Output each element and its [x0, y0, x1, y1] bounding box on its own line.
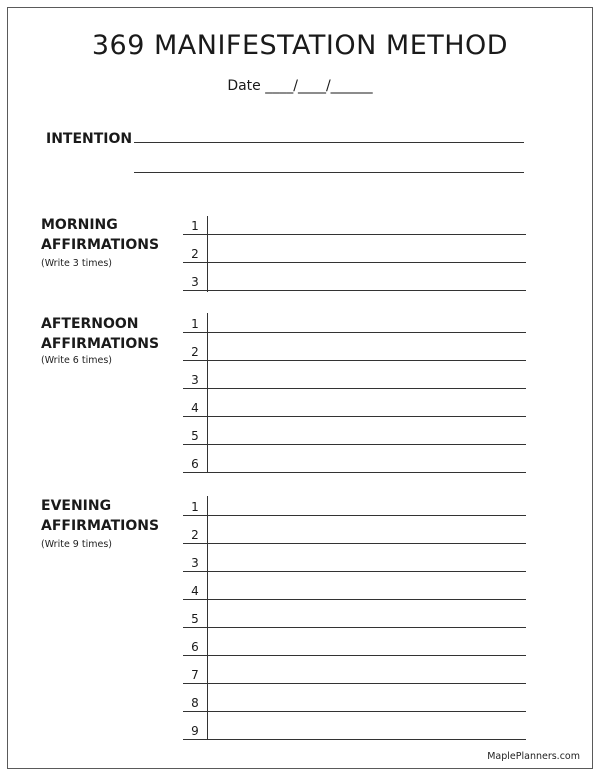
- footer-brand: MaplePlanners.com: [487, 751, 580, 762]
- write-line[interactable]: [183, 739, 526, 740]
- row-number: 1: [191, 500, 199, 514]
- evening-title: EVENING AFFIRMATIONS: [41, 498, 160, 534]
- row-number: 2: [191, 528, 199, 542]
- afternoon-title: AFTERNOON AFFIRMATIONS: [41, 316, 160, 352]
- write-line[interactable]: [183, 472, 526, 473]
- affirmation-row[interactable]: [183, 544, 526, 572]
- morning-title: MORNING AFFIRMATIONS: [41, 217, 160, 253]
- row-number: 7: [191, 668, 199, 682]
- affirmation-row[interactable]: [183, 235, 526, 263]
- page-title: 369 MANIFESTATION METHOD: [91, 30, 509, 61]
- row-number: 2: [191, 247, 199, 261]
- affirmation-row[interactable]: [183, 263, 526, 291]
- affirmation-row[interactable]: [183, 656, 526, 684]
- row-number: 1: [191, 219, 199, 233]
- affirmation-row[interactable]: [183, 684, 526, 712]
- affirmation-row[interactable]: [183, 572, 526, 600]
- worksheet-page: [7, 7, 593, 769]
- affirmation-row[interactable]: [183, 389, 526, 417]
- intention-label: INTENTION: [46, 131, 133, 147]
- affirmation-row[interactable]: [183, 600, 526, 628]
- intention-line-2[interactable]: [134, 172, 524, 173]
- intention-line-1[interactable]: [134, 142, 524, 143]
- affirmation-row[interactable]: [183, 488, 526, 516]
- afternoon-note: (Write 6 times): [41, 355, 112, 366]
- row-number: 6: [191, 457, 199, 471]
- affirmation-row[interactable]: [183, 445, 526, 473]
- evening-note: (Write 9 times): [41, 539, 112, 550]
- affirmation-row[interactable]: [183, 712, 526, 740]
- date-field[interactable]: Date ____/____/______: [227, 78, 373, 94]
- affirmation-row[interactable]: [183, 628, 526, 656]
- row-number: 5: [191, 429, 199, 443]
- write-line[interactable]: [183, 290, 526, 291]
- row-number: 1: [191, 317, 199, 331]
- affirmation-row[interactable]: [183, 516, 526, 544]
- row-number: 5: [191, 612, 199, 626]
- row-number: 2: [191, 345, 199, 359]
- row-number: 8: [191, 696, 199, 710]
- affirmation-row[interactable]: [183, 361, 526, 389]
- morning-note: (Write 3 times): [41, 258, 112, 269]
- row-number: 9: [191, 724, 199, 738]
- affirmation-row[interactable]: [183, 305, 526, 333]
- row-number: 4: [191, 401, 199, 415]
- affirmation-row[interactable]: [183, 207, 526, 235]
- affirmation-row[interactable]: [183, 333, 526, 361]
- row-number: 3: [191, 275, 199, 289]
- affirmation-row[interactable]: [183, 417, 526, 445]
- row-number: 6: [191, 640, 199, 654]
- row-number: 4: [191, 584, 199, 598]
- row-number: 3: [191, 556, 199, 570]
- row-number: 3: [191, 373, 199, 387]
